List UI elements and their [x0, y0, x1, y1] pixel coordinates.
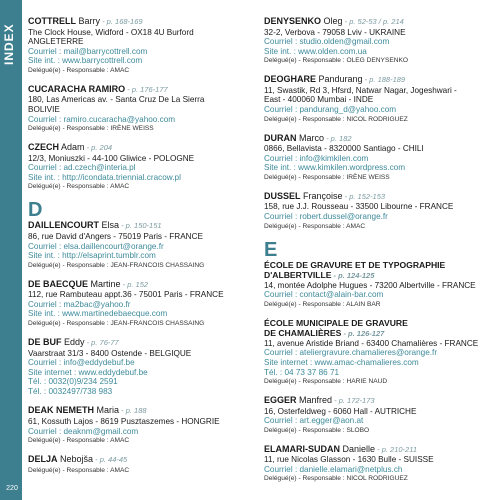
entry-pages: - p. 182: [324, 133, 352, 143]
entry-address: BOLIVIE: [28, 104, 60, 114]
left-column: [28, 16, 246, 484]
entry-firstname: Pandurang: [316, 74, 363, 85]
entry-firstname: Danielle: [340, 443, 376, 454]
entry-firstname: Françoise: [300, 190, 343, 201]
entry-firstname: Adam: [59, 142, 85, 153]
entry-name-line: [28, 454, 246, 466]
entry-name-line: [28, 337, 246, 349]
entry-delegate: Delégué(e) - Responsable : JEAN-FRANCOIS CHASSAING: [28, 261, 205, 269]
entry-phone: Tél. : 0032(0)9/234 2591: [28, 377, 118, 387]
entry-delegate: Delégué(e) - Responsable : AMAC: [28, 66, 130, 74]
entry-contact-link[interactable]: Courriel : studio.olden@gmail.com: [264, 37, 390, 47]
entry-pages: - p. 52-53 / p. 214: [342, 17, 404, 26]
entry-name-line: [264, 74, 482, 86]
entry-address: 32-2, Verbova - 79058 Lviv - UKRAINE: [264, 27, 406, 37]
entry-pages: - p. 210-211: [375, 444, 418, 454]
entry-address: 0866, Bellavista - 8320000 Santiago - CHILI: [264, 144, 424, 154]
entry-delegate: Delégué(e) - Responsable : AMAC: [28, 183, 130, 191]
entry-delegate: Delégué(e) - Responsable : ALAIN BAR: [264, 300, 381, 308]
entry-contact-link[interactable]: Courriel : ma2bac@yahoo.fr: [28, 299, 131, 309]
entry-address: 180, Las Americas av. - Santa Cruz De La Sierra: [28, 95, 205, 105]
index-entry: [28, 279, 246, 328]
entry-pages: - p. 44-45: [93, 455, 128, 465]
section-letter-e: E: [264, 238, 278, 261]
entry-pages: - p. 152-153: [342, 191, 386, 201]
index-entry: [28, 84, 246, 133]
entry-address: 112, rue Rambuteau appt.36 - 75001 Paris - FRANCE: [28, 290, 224, 300]
entry-surname: DE BAECQUE: [28, 278, 89, 289]
entry-name-line: [28, 142, 246, 154]
entry-surname: DENYSENKO: [264, 16, 322, 26]
entry-contact-link[interactable]: Courriel : deaknm@gmail.com: [28, 426, 139, 436]
entry-firstname: Nebojša: [57, 454, 94, 465]
entry-surname: DE BUF: [28, 337, 62, 347]
entry-surname: DEOGHARE: [264, 74, 317, 85]
entry-contact-link[interactable]: Courriel : art.egger@aon.at: [264, 416, 364, 426]
entry-institution-name: [264, 328, 482, 339]
entries-d: [28, 220, 246, 474]
entry-delegate: Delégué(e) - Responsable : AMAC: [28, 466, 130, 474]
entry-contact-link[interactable]: Site int. : www.kimkilen.wordpress.com: [264, 163, 406, 173]
entry-firstname: Elsa: [99, 220, 120, 231]
entry-surname: DAILLENCOURT: [28, 220, 99, 231]
entry-pages: - p. 126-127: [341, 328, 385, 338]
entry-contact-link[interactable]: Courriel : mail@barrycottrell.com: [28, 46, 148, 56]
index-entry: [264, 318, 482, 386]
entry-institution-name: [264, 270, 482, 281]
entry-institution-name-2: DE CHAMALIÈRES: [264, 327, 342, 338]
entry-contact-link[interactable]: Courriel : ateliergravure.chamalieres@orange.fr: [264, 348, 438, 358]
entry-address: The Clock House, Widford - OX18 4U Burford: [28, 27, 194, 37]
index-entry: [264, 260, 482, 309]
page-number: 220: [6, 485, 18, 492]
entry-pages: - p. 204: [84, 143, 113, 153]
entry-institution-name: ÉCOLE MUNICIPALE DE GRAVURE: [264, 317, 408, 328]
entry-name-line: [264, 191, 482, 203]
entry-delegate: Delégué(e) - Responsable : NICOL RODRIGUEZ: [264, 475, 408, 483]
entry-name-line: [264, 133, 482, 145]
index-entry: [28, 405, 246, 445]
entry-delegate: Delégué(e) - Responsable : NICOL RODRIGUEZ: [264, 115, 408, 123]
entry-surname: COTTRELL: [28, 16, 76, 26]
entry-surname: CZECH: [28, 142, 59, 153]
entry-firstname: Barry: [76, 16, 101, 26]
entries-e-schools: [264, 260, 482, 387]
entry-name-line: [28, 279, 246, 291]
entry-contact-link[interactable]: Site int. : www.barrycottrell.com: [28, 56, 143, 66]
entry-delegate: Delégué(e) - Responsable : OLEG DENYSENKO: [264, 57, 409, 65]
entry-pages: - p. 168-169: [100, 17, 143, 26]
index-entry: [264, 395, 482, 435]
entry-delegate: Delégué(e) - Responsable : SLOBO: [264, 426, 370, 434]
entry-pages: - p. 188: [119, 406, 147, 416]
index-entry: [28, 16, 246, 75]
entry-surname: EGGER: [264, 395, 297, 406]
entry-address: 11, rue Nicolas Glasson - 1630 Bulle - SUISSE: [264, 455, 434, 465]
entry-address: 11, avenue Aristide Briand - 63400 Chamalières - FRANCE: [264, 338, 479, 348]
entry-firstname: Eddy: [61, 337, 85, 347]
entry-pages: - p. 176-177: [125, 84, 168, 94]
entry-firstname: Oleg: [321, 16, 343, 26]
entry-surname: DURAN: [264, 132, 297, 143]
right-column: [264, 16, 482, 492]
entry-delegate: Delégué(e) - Responsable : IRÈNE WEISS: [264, 173, 390, 181]
entry-pages: - p. 152: [120, 279, 149, 289]
entry-delegate: Delégué(e) - Responsable : IRÈNE WEISS: [28, 125, 154, 133]
index-entry: [28, 454, 246, 475]
entry-surname: ELAMARI-SUDAN: [264, 443, 340, 454]
entries-d-cont: [264, 16, 482, 231]
entry-delegate: Delégué(e) - Responsable : AMAC: [28, 437, 130, 445]
entry-contact-link[interactable]: Site int. : www.olden.com.ua: [264, 46, 367, 56]
entry-name-line: [28, 220, 246, 232]
entry-address: 12/3, Moniuszki - 44-100 Gliwice - POLOGNE: [28, 153, 195, 163]
entry-pages: - p. 76-77: [84, 338, 119, 347]
entry-address: 16, Osterfeldweg - 6060 Hall - AUTRICHE: [264, 406, 417, 416]
entry-pages: - p. 124-125: [331, 270, 375, 280]
index-entry: [264, 133, 482, 182]
entry-delegate: Delégué(e) - Responsable : HARIE NAUD: [264, 378, 388, 386]
entry-firstname: Marco: [296, 132, 325, 143]
entries-c: [28, 16, 246, 191]
entry-surname: DEAK NEMETH: [28, 405, 95, 416]
entry-address: ANGLETERRE: [28, 37, 84, 47]
entry-contact-link[interactable]: Courriel : danielle.elamari@netplus.ch: [264, 464, 403, 474]
entry-phone: Tél. : 04 73 37 86 71: [264, 367, 340, 377]
entry-contact-link[interactable]: Courriel : robert.dussel@orange.fr: [264, 211, 388, 221]
entry-phone: Tél. : 0032497/738 983: [28, 386, 113, 396]
entry-firstname: Martine: [88, 278, 121, 289]
entry-address: 86, rue David d'Angers - 75019 Paris - FRANCE: [28, 231, 203, 241]
entry-name-line: [28, 405, 246, 417]
entry-contact-link[interactable]: Site int. : http://elsaprint.tumblr.com: [28, 251, 156, 261]
entry-firstname: Maria: [94, 405, 120, 416]
index-sidebar: [0, 0, 22, 500]
entry-address: 11, Swastik, Rd 3, Hfsrd, Natwar Nagar, Jogeshwari -: [264, 85, 457, 95]
entry-contact-link[interactable]: Site int. : www.martinedebaecque.com: [28, 309, 168, 319]
entry-contact-link[interactable]: Courriel : pandurang_d@yahoo.com: [264, 104, 397, 114]
entry-contact-link[interactable]: Courriel : elsa.daillencourt@orange.fr: [28, 241, 164, 251]
index-entry: [28, 142, 246, 191]
entry-surname: DUSSEL: [264, 190, 301, 201]
entry-firstname: Manfred: [296, 395, 333, 406]
index-entry: [264, 74, 482, 123]
entry-surname: DELJA: [28, 454, 58, 465]
entry-address: East - 400060 Mumbai - INDE: [264, 95, 374, 105]
entry-name-line: [28, 16, 246, 28]
entry-address: 14, montée Adolphe Hugues - 73200 Albertville - FRANCE: [264, 280, 476, 290]
index-entry: [264, 191, 482, 231]
entry-address: 61, Kossuth Lajos - 8619 Pusztaszemes - HONGRIE: [28, 416, 220, 426]
entry-pages: - p. 150-151: [119, 221, 162, 231]
entry-contact-link[interactable]: Courriel : contact@alain-bar.com: [264, 290, 384, 300]
index-entry: [264, 444, 482, 484]
index-entry: [28, 337, 246, 396]
entry-pages: - p. 188-189: [362, 75, 406, 85]
entry-address: 158, rue J.J. Rousseau - 33500 Libourne - FRANCE: [264, 202, 454, 212]
entry-contact-link[interactable]: Site int. : http://icondata.triennial.cracow.pl: [28, 172, 181, 182]
entry-contact-link[interactable]: Courriel : ramiro.cucaracha@yahoo.com: [28, 114, 176, 124]
entry-contact-link[interactable]: Site internet : www.eddydebuf.be: [28, 367, 148, 377]
entry-address: Vaarstraat 31/3 - 8400 Ostende - BELGIQUE: [28, 348, 192, 358]
entry-delegate: Delégué(e) - Responsable : JEAN-FRANCOIS CHASSAING: [28, 320, 205, 327]
entry-name-line: [264, 16, 482, 28]
entry-name-line: [264, 444, 482, 456]
entry-contact-link[interactable]: Site internet : www.amac-chamalieres.com: [264, 357, 419, 367]
entry-contact-link[interactable]: Courriel : info@kimkilen.com: [264, 153, 369, 163]
entry-institution-name: ÉCOLE DE GRAVURE ET DE TYPOGRAPHIE: [264, 259, 446, 270]
entry-delegate: Delégué(e) - Responsable : AMAC: [264, 222, 366, 230]
index-entry: [264, 16, 482, 65]
index-title: INDEX: [2, 23, 16, 65]
entry-contact-link[interactable]: Courriel : ad.czech@interia.pl: [28, 163, 136, 173]
entry-name-line: [264, 395, 482, 407]
index-entry: [28, 220, 246, 269]
entry-surname: CUCARACHA RAMIRO: [28, 83, 126, 94]
entry-institution-name-2: D'ALBERTVILLE: [264, 269, 332, 280]
entry-name-line: [28, 84, 246, 96]
entry-contact-link[interactable]: Courriel : info@eddydebuf.be: [28, 358, 135, 368]
section-letter-d: D: [28, 199, 43, 222]
entry-pages: - p. 172-173: [332, 396, 375, 406]
entries-e: [264, 395, 482, 483]
